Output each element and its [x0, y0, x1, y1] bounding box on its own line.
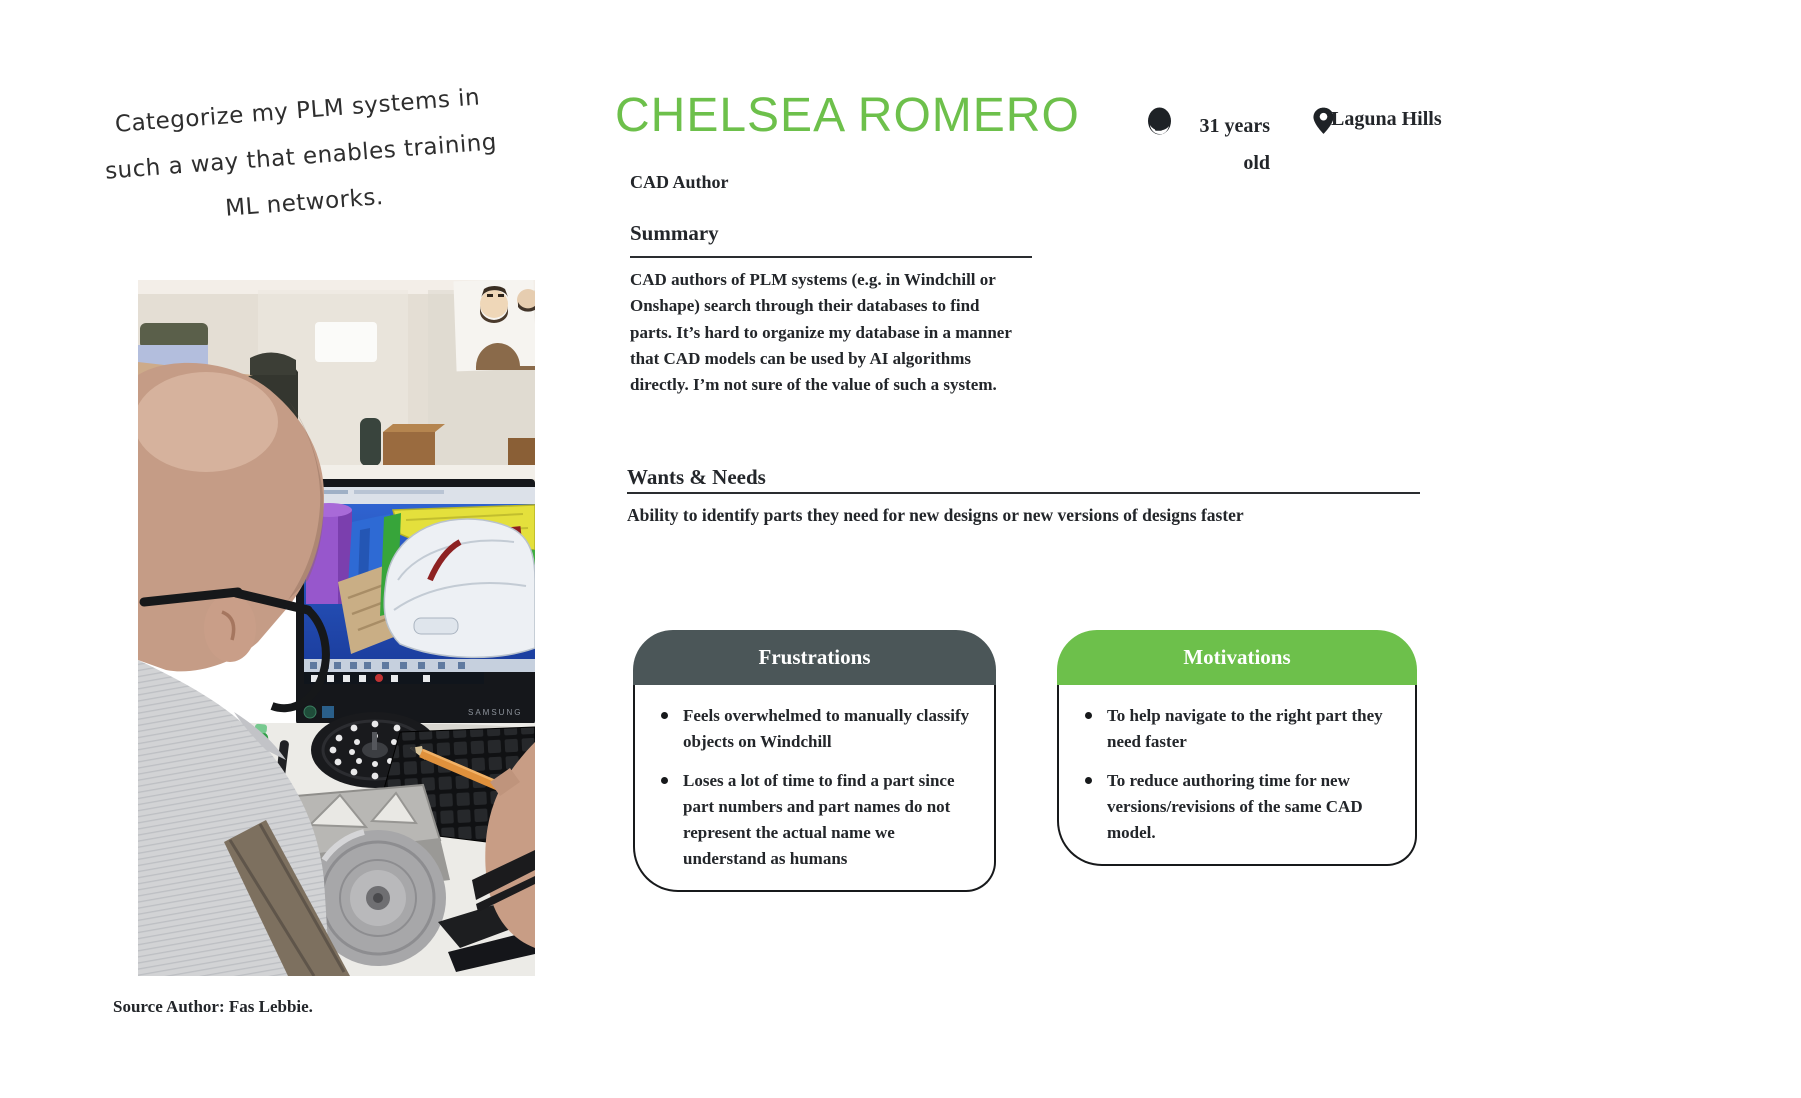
list-item-text: To help navigate to the right part they need faster: [1107, 706, 1383, 751]
motivations-body: [1057, 685, 1417, 866]
bullet-icon: [661, 712, 668, 719]
persona-photo: [138, 280, 535, 976]
bullet-icon: [1085, 712, 1092, 719]
wants-needs-title: Wants & Needs: [627, 465, 766, 489]
summary-underline: [630, 256, 1032, 258]
persona-name: CHELSEA ROMERO: [615, 89, 1080, 142]
cad-monitor: [296, 479, 535, 750]
frustrations-header: Frustrations: [633, 630, 996, 685]
wants-needs-text: Ability to identify parts they need for new designs or new versions of designs faster: [627, 505, 1244, 525]
person-head-icon: [1146, 106, 1173, 137]
persona-role: CAD Author: [630, 172, 729, 192]
list-item: [659, 703, 980, 755]
persona-location: Laguna Hills: [1331, 108, 1442, 130]
list-item-text: Feels overwhelmed to manually classify objects on Windchill: [683, 706, 970, 751]
list-item-text: To reduce authoring time for new versions/revisions of the same CAD model.: [1107, 771, 1363, 842]
list-item: [1083, 703, 1401, 755]
list-item: [1083, 768, 1401, 846]
photo-illustration: [138, 280, 535, 976]
frustrations-card: [633, 630, 996, 892]
handwritten-quote: Categorize my PLM systems in such a way that enables training ML networks.: [104, 84, 498, 222]
frustrations-body: [633, 685, 996, 892]
motivations-card: [1057, 630, 1417, 866]
bullet-icon: [661, 777, 668, 784]
persona-age: 31 years old: [1199, 115, 1270, 174]
list-item: [659, 768, 980, 872]
photo-caption: Source Author: Fas Lebbie.: [113, 997, 313, 1016]
monitor-brand-label: SAMSUNG: [468, 708, 523, 717]
motivations-list: [1083, 703, 1401, 846]
poster: [453, 280, 535, 371]
motivations-header: Motivations: [1057, 630, 1417, 685]
wants-needs-underline: [627, 492, 1420, 494]
frustrations-list: [659, 703, 980, 872]
list-item-text: Loses a lot of time to find a part since part numbers and part names do not represent the actual name we understand as humans: [683, 771, 955, 868]
summary-title: Summary: [630, 221, 719, 245]
bullet-icon: [1085, 777, 1092, 784]
summary-text: CAD authors of PLM systems (e.g. in Windchill or Onshape) search through their databases to find parts. It’s hard to organize my database in a manner that CAD models can be used by AI algorithms directly. I’m not sure of the value of such a system.: [630, 270, 1012, 395]
